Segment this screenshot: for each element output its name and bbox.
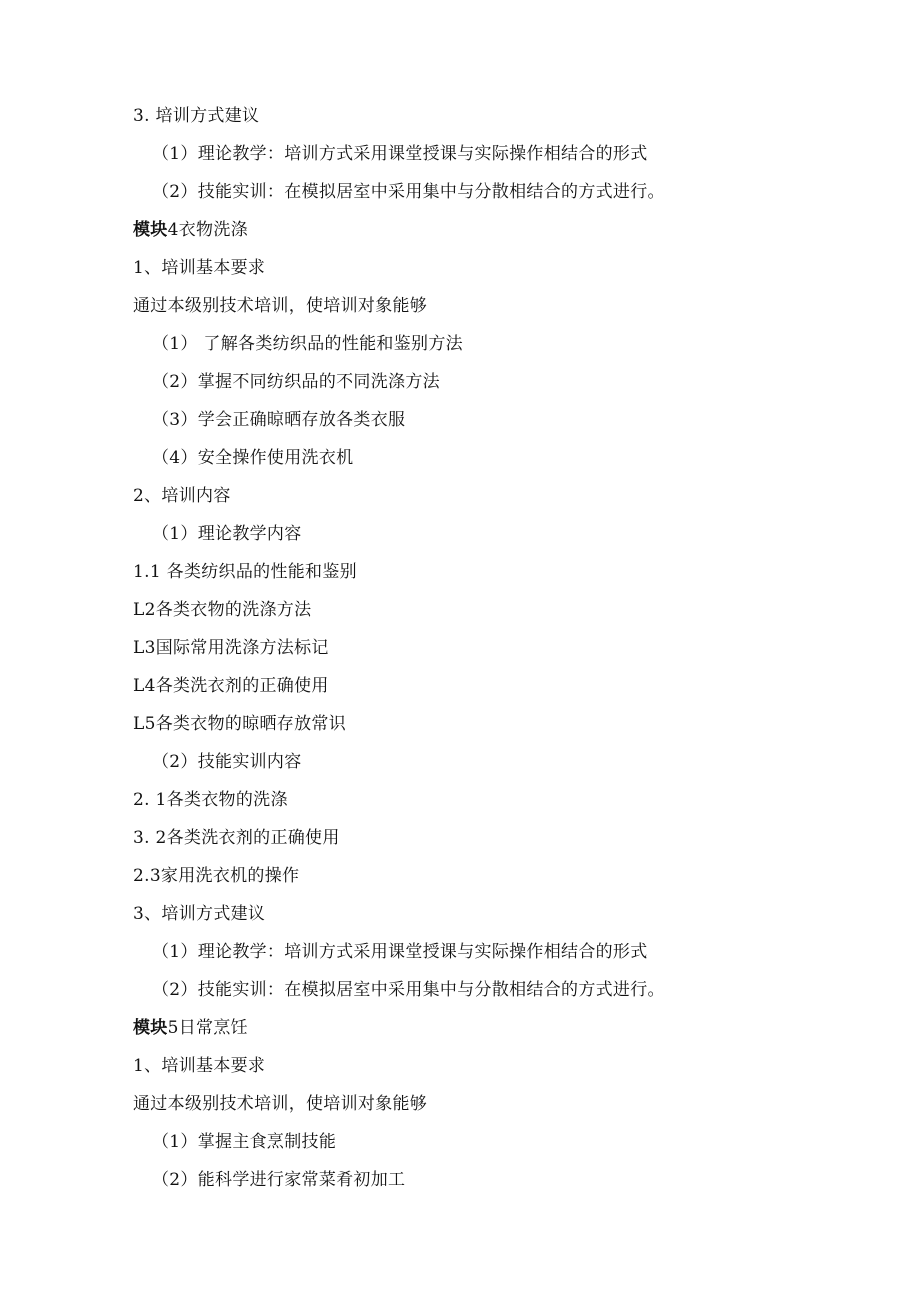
heading-basic-requirements: 1、培训基本要求 — [133, 258, 266, 278]
list-item: （2）能科学进行家常菜肴初加工 — [152, 1170, 406, 1190]
subheading-practice-content: （2）技能实训内容 — [152, 752, 302, 772]
list-item-practice: （2）技能实训：在模拟居室中采用集中与分散相结合的方式进行。 — [152, 182, 665, 202]
list-item: （3）学会正确晾晒存放各类衣服 — [152, 410, 406, 430]
content-item: L5各类衣物的晾晒存放常识 — [133, 714, 347, 734]
intro-text: 通过本级别技术培训，使培训对象能够 — [133, 1094, 428, 1114]
intro-text: 通过本级别技术培训，使培训对象能够 — [133, 296, 428, 316]
list-item: （1）掌握主食烹制技能 — [152, 1132, 337, 1152]
list-item: （4）安全操作使用洗衣机 — [152, 448, 354, 468]
heading-basic-requirements: 1、培训基本要求 — [133, 1056, 266, 1076]
content-item: L3国际常用洗涤方法标记 — [133, 638, 329, 658]
heading-training-method: 3、培训方式建议 — [133, 904, 266, 924]
content-item: 3. 2各类洗衣剂的正确使用 — [133, 828, 340, 848]
heading-training-method: 3. 培训方式建议 — [133, 106, 260, 126]
module-4-title: 模块4衣物洗涤 — [133, 220, 248, 240]
content-item: 1.1 各类纺织品的性能和鉴别 — [133, 562, 357, 582]
content-item: 2. 1各类衣物的洗涤 — [133, 790, 288, 810]
subheading-theory-content: （1）理论教学内容 — [152, 524, 302, 544]
module-5-title: 模块5日常烹饪 — [133, 1018, 248, 1038]
list-item-practice: （2）技能实训：在模拟居室中采用集中与分散相结合的方式进行。 — [152, 980, 665, 1000]
list-item: （1） 了解各类纺织品的性能和鉴别方法 — [152, 334, 463, 354]
list-item-theory: （1）理论教学：培训方式采用课堂授课与实际操作相结合的形式 — [152, 144, 648, 164]
list-item: （2）掌握不同纺织品的不同洗涤方法 — [152, 372, 440, 392]
content-item: L4各类洗衣剂的正确使用 — [133, 676, 329, 696]
list-item-theory: （1）理论教学：培训方式采用课堂授课与实际操作相结合的形式 — [152, 942, 648, 962]
content-item: L2各类衣物的洗涤方法 — [133, 600, 312, 620]
heading-training-content: 2、培训内容 — [133, 486, 231, 506]
content-item: 2.3家用洗衣机的操作 — [133, 866, 300, 886]
